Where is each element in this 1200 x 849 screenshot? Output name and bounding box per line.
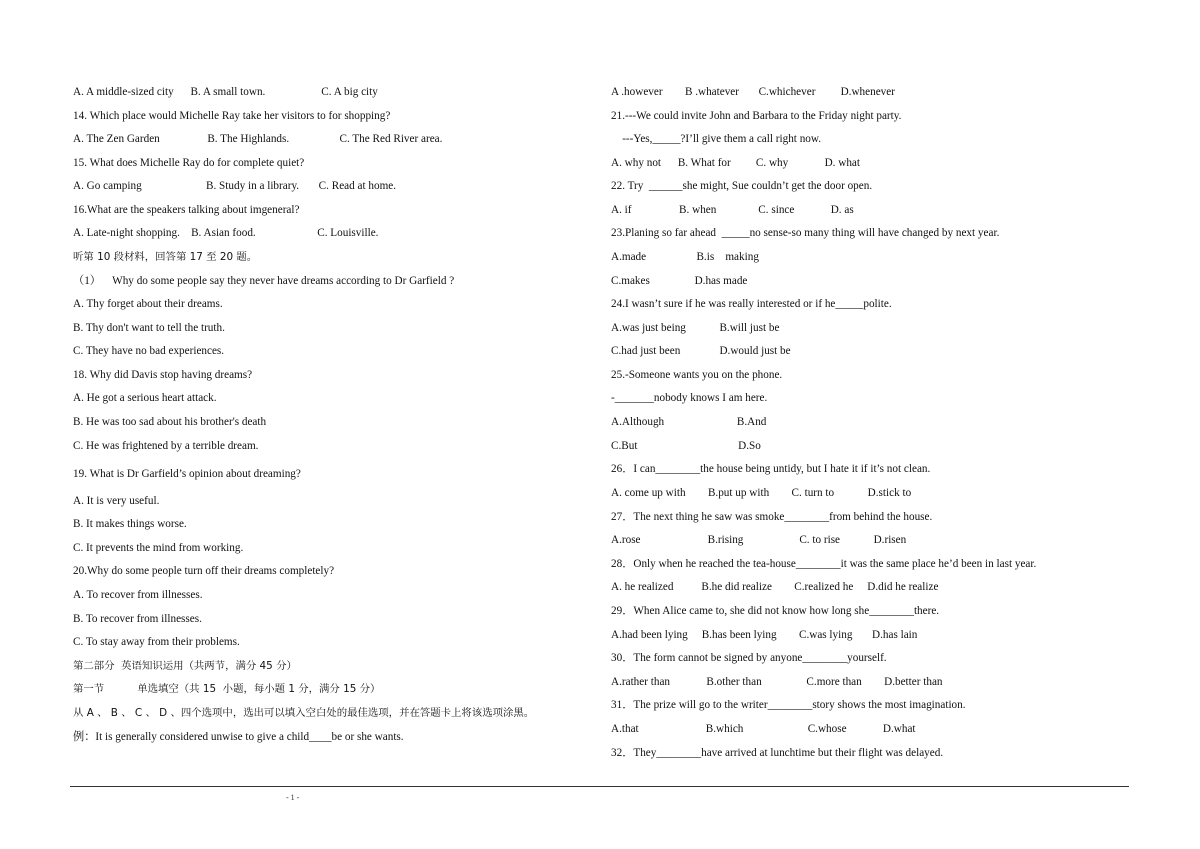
- page-number: - 1 -: [286, 793, 300, 802]
- footer-rule: [70, 786, 1129, 787]
- text-line: C. It prevents the mind from working.: [73, 542, 244, 554]
- text-line: A .however B .whatever C.whichever D.whenever: [611, 86, 895, 98]
- text-line: A.had been lying B.has been lying C.was lying D.has lain: [611, 629, 918, 641]
- text-line: （1） Why do some people say they never have dreams according to Dr Garfield ?: [73, 275, 455, 287]
- text-line: 例：It is generally considered unwise to give a child____be or she wants.: [73, 731, 404, 743]
- text-line: A. To recover from illnesses.: [73, 589, 203, 601]
- text-line: ---Yes,_____?I’ll give them a call right now.: [611, 133, 822, 145]
- text-line: B. To recover from illnesses.: [73, 613, 202, 625]
- text-line: 26．I can________the house being untidy, but I hate it if it’s not clean.: [611, 463, 931, 475]
- text-line: A. Go camping B. Study in a library. C. Read at home.: [73, 180, 397, 192]
- text-line: 20.Why do some people turn off their dreams completely?: [73, 565, 335, 577]
- text-line: C. They have no bad experiences.: [73, 345, 225, 357]
- text-line: 29．When Alice came to, she did not know how long she________there.: [611, 605, 940, 617]
- text-line: 14. Which place would Michelle Ray take her visitors to for shopping?: [73, 110, 391, 122]
- text-line: 27．The next thing he saw was smoke________from behind the house.: [611, 511, 933, 523]
- text-line: A. he realized B.he did realize C.realized he D.did he realize: [611, 581, 939, 593]
- text-line: B. He was too sad about his brother's death: [73, 416, 267, 428]
- text-line: 30．The form cannot be signed by anyone________yourself.: [611, 652, 887, 664]
- text-line: C.makes D.has made: [611, 275, 748, 287]
- text-line: 21.---We could invite John and Barbara to the Friday night party.: [611, 110, 902, 122]
- text-line: C. To stay away from their problems.: [73, 636, 240, 648]
- text-line: 32．They________have arrived at lunchtime but their flight was delayed.: [611, 747, 944, 759]
- text-line: 28．Only when he reached the tea-house________it was the same place he’d been in last year.: [611, 558, 1037, 570]
- text-line: B. Thy don't want to tell the truth.: [73, 322, 225, 334]
- text-line: A. A middle-sized city B. A small town. C. A big city: [73, 86, 378, 98]
- text-line: A.was just being B.will just be: [611, 322, 780, 334]
- text-line: 23.Planing so far ahead _____no sense-so many thing will have changed by next year.: [611, 227, 1000, 239]
- text-line: A.Although B.And: [611, 416, 767, 428]
- text-line: 听第 10 段材料，回答第 17 至 20 题。: [73, 251, 258, 263]
- text-line: B. It makes things worse.: [73, 518, 187, 530]
- text-line: 31．The prize will go to the writer________story shows the most imagination.: [611, 699, 966, 711]
- text-line: 第一节 单选填空（共 15 小题，每小题 1 分，满分 15 分）: [73, 683, 381, 695]
- text-line: C.had just been D.would just be: [611, 345, 791, 357]
- text-line: A. The Zen Garden B. The Highlands. C. The Red River area.: [73, 133, 443, 145]
- text-line: A. He got a serious heart attack.: [73, 392, 217, 404]
- text-line: A.rose B.rising C. to rise D.risen: [611, 534, 907, 546]
- text-line: A. why not B. What for C. why D. what: [611, 157, 861, 169]
- text-line: A.made B.is making: [611, 251, 759, 263]
- text-line: 25.-Someone wants you on the phone.: [611, 369, 783, 381]
- text-line: A.that B.which C.whose D.what: [611, 723, 916, 735]
- text-line: A. Late-night shopping. B. Asian food. C. Louisville.: [73, 227, 379, 239]
- text-line: 22. Try ______she might, Sue couldn’t get the door open.: [611, 180, 873, 192]
- text-line: A. Thy forget about their dreams.: [73, 298, 223, 310]
- text-line: C. He was frightened by a terrible dream.: [73, 440, 259, 452]
- text-line: 从 A 、 B 、 C 、 D 、四个选项中，选出可以填入空白处的最佳选项，并在答题卡上将该选项涂黑。: [73, 707, 535, 719]
- text-line: A. It is very useful.: [73, 495, 160, 507]
- text-line: 16.What are the speakers talking about imgeneral?: [73, 204, 300, 216]
- text-line: 18. Why did Davis stop having dreams?: [73, 369, 253, 381]
- text-line: 19. What is Dr Garfield’s opinion about dreaming?: [73, 468, 301, 480]
- text-line: 15. What does Michelle Ray do for complete quiet?: [73, 157, 305, 169]
- text-line: A. if B. when C. since D. as: [611, 204, 854, 216]
- text-line: 24.I wasn’t sure if he was really interested or if he_____polite.: [611, 298, 892, 310]
- text-line: A. come up with B.put up with C. turn to D.stick to: [611, 487, 912, 499]
- text-line: A.rather than B.other than C.more than D.better than: [611, 676, 943, 688]
- text-line: 第二部分 英语知识运用（共两节，满分 45 分）: [73, 660, 297, 672]
- text-line: C.But D.So: [611, 440, 761, 452]
- text-line: -_______nobody knows I am here.: [611, 392, 768, 404]
